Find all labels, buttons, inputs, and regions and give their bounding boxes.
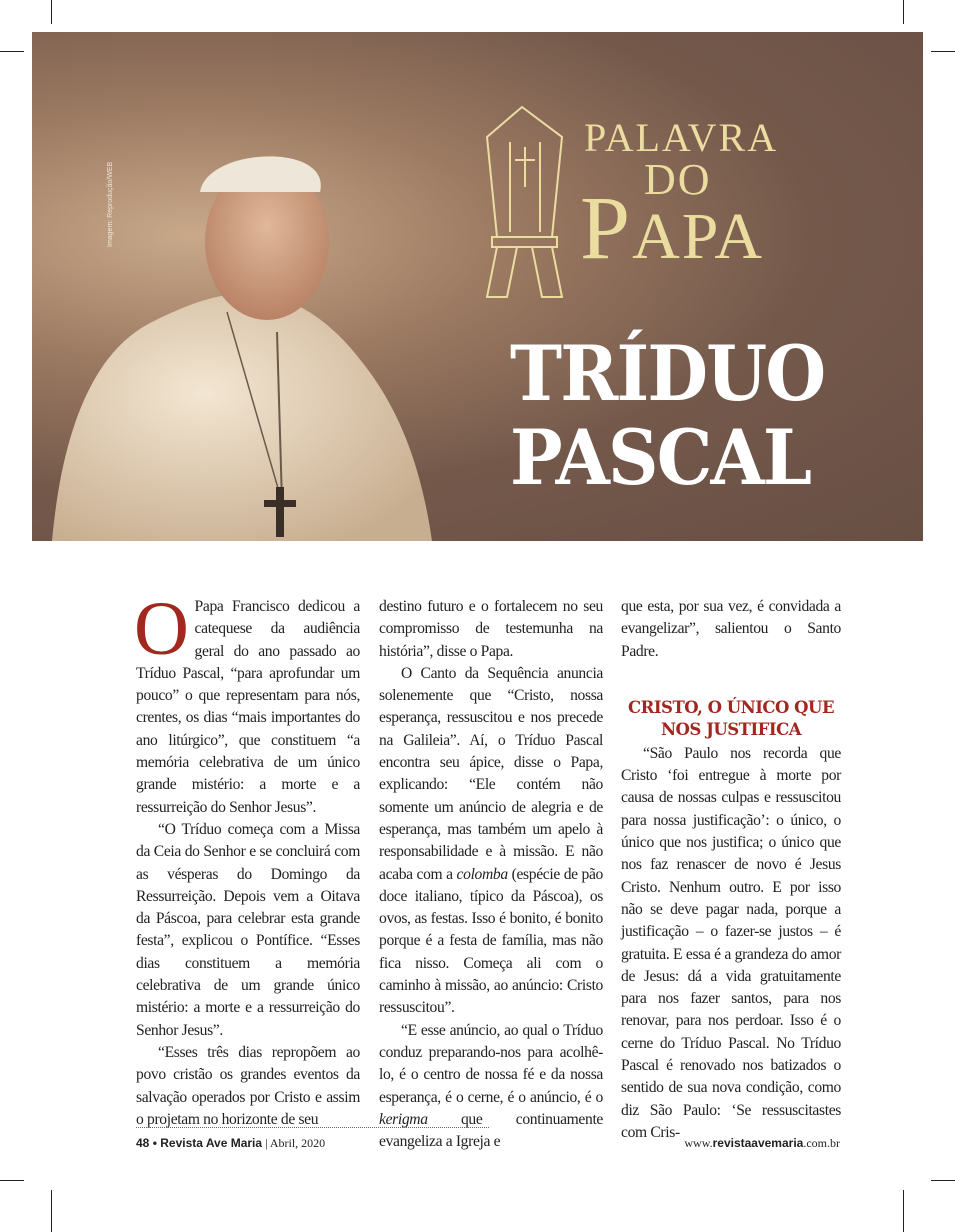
- crop-mark: [931, 51, 955, 52]
- crop-mark: [903, 1190, 904, 1232]
- crop-mark: [0, 51, 24, 52]
- paragraph: “São Paulo nos recorda que Cristo ‘foi entregue à morte por causa de nossas culpas e ressuscitou para nossa justificação’: o único, o único que nos justifica; o único que nos faz renascer de novo é Jesus Cristo. Nenhum outro. E por isso não se deve pagar nada, porque a justificação – o fazer-se justos – é gratuita. E essa é a grandeza do amor de Jesus: dá a vida gratuitamente para nos fazer santos, para nos renovar, para nos perdoar. Isso é o cerne do Tríduo Pascal. No Tríduo Pascal é renovado nos batizados o sentido de sua nova condição, como diz São Paulo: ‘Se ressuscitastes com Cris-: [621, 744, 841, 1141]
- logo-mitre-icon: [487, 107, 562, 297]
- text: que continuamente evangeliza a Igreja e: [379, 1110, 603, 1151]
- separator: |: [265, 1136, 268, 1150]
- text: “E esse anúncio, ao qual o Tríduo conduz preparando-nos para acolhê-lo, é o centro de nossa fé e da nossa esperança, é o cerne, é o anúncio, é o: [379, 1021, 603, 1106]
- issue-date: Abril, 2020: [269, 1136, 326, 1150]
- article-title: [510, 329, 825, 502]
- url-prefix: www.: [684, 1136, 713, 1150]
- logo-do: DO: [644, 155, 712, 204]
- url-brand: revistaavemaria: [712, 1136, 804, 1150]
- footer-divider: [136, 1127, 489, 1128]
- crop-mark: [903, 0, 904, 24]
- url-suffix: .com.br: [803, 1136, 840, 1150]
- section-subheading: CRISTO, O ÚNICO QUE NOS JUSTIFICA: [627, 697, 835, 739]
- logo-papa-initial: P: [580, 179, 633, 278]
- crop-mark: [0, 1180, 24, 1181]
- article-column-1: [134, 587, 360, 1131]
- article-column-2: [379, 596, 603, 1153]
- crop-mark: [51, 0, 52, 24]
- footer-left: 48 • Revista Ave Maria | Abril, 2020: [136, 1136, 326, 1150]
- article-column-3: [621, 596, 841, 1144]
- italic-term: kerigma: [379, 1110, 428, 1128]
- paragraph: “Esses três dias repropõem ao povo cristão os grandes eventos da salvação operados por Cristo e assim o projetam no horizonte de seu: [136, 1043, 360, 1128]
- crop-mark: [931, 1180, 955, 1181]
- paragraph: [134, 587, 360, 819]
- logo-papa-rest: APA: [632, 200, 765, 273]
- paragraph: [379, 663, 603, 1020]
- title-line-1: TRÍDUO: [510, 329, 825, 418]
- paragraph-text: Papa Francisco dedicou a catequese da audiência geral do ano passado ao Tríduo Pascal, “para aprofundar um pouco” o que representam para nós, crentes, os dias “mais importantes do ano litúrgico”, que constituem “a memória celebrativa de um único grande mistério: a morte e a ressurreição do Senhor Jesus”.: [136, 598, 360, 816]
- page-number: 48: [136, 1136, 150, 1150]
- footer-url: [684, 1136, 840, 1151]
- text: (espécie de pão doce italiano, típico da Páscoa), os ovos, as festas. Isso é bonito, é bonito porque é a festa de família, mas não fica nisso. Começa ali com o caminho à missão, ao anúncio: Cristo ressuscitou”.: [379, 865, 604, 1017]
- paragraph: que esta, por sua vez, é convidada a evangelizar”, salientou o Santo Padre.: [621, 598, 841, 660]
- drop-cap: O: [134, 587, 189, 671]
- italic-term: colomba: [456, 865, 508, 883]
- text: O Canto da Sequência anuncia solenemente que “Cristo, nossa esperança, ressuscitou e nos precede na Galileia”. Aí, o Tríduo Pascal encontra seu ápice, disse o Papa, explicando: “Ele contém não somente um anúncio de alegria e de esperança, mas também um apelo à responsabilidade e à missão. E não acaba com a: [379, 664, 603, 883]
- image-credit: Imagem: Reprodução/WEB: [107, 161, 114, 247]
- logo-palavra: PALAVRA: [584, 115, 779, 160]
- hero-banner: [32, 32, 923, 541]
- paragraph: destino futuro e o fortalecem no seu compromisso de testemunha na história”, disse o Papa.: [379, 598, 603, 660]
- magazine-name: Revista Ave Maria: [160, 1136, 263, 1150]
- paragraph: [379, 1020, 603, 1154]
- paragraph: “O Tríduo começa com a Missa da Ceia do Senhor e se concluirá com as vésperas do Domingo da Ressurreição. Depois vem a Oitava da Páscoa, para celebrar esta grande festa”, explicou o Pontífice. “Esses dias constituem a memória celebrativa de um grande único mistério: a morte e a ressurreição do Senhor Jesus”.: [136, 820, 360, 1039]
- title-line-2: PASCAL: [510, 413, 811, 502]
- crop-mark: [51, 1190, 52, 1232]
